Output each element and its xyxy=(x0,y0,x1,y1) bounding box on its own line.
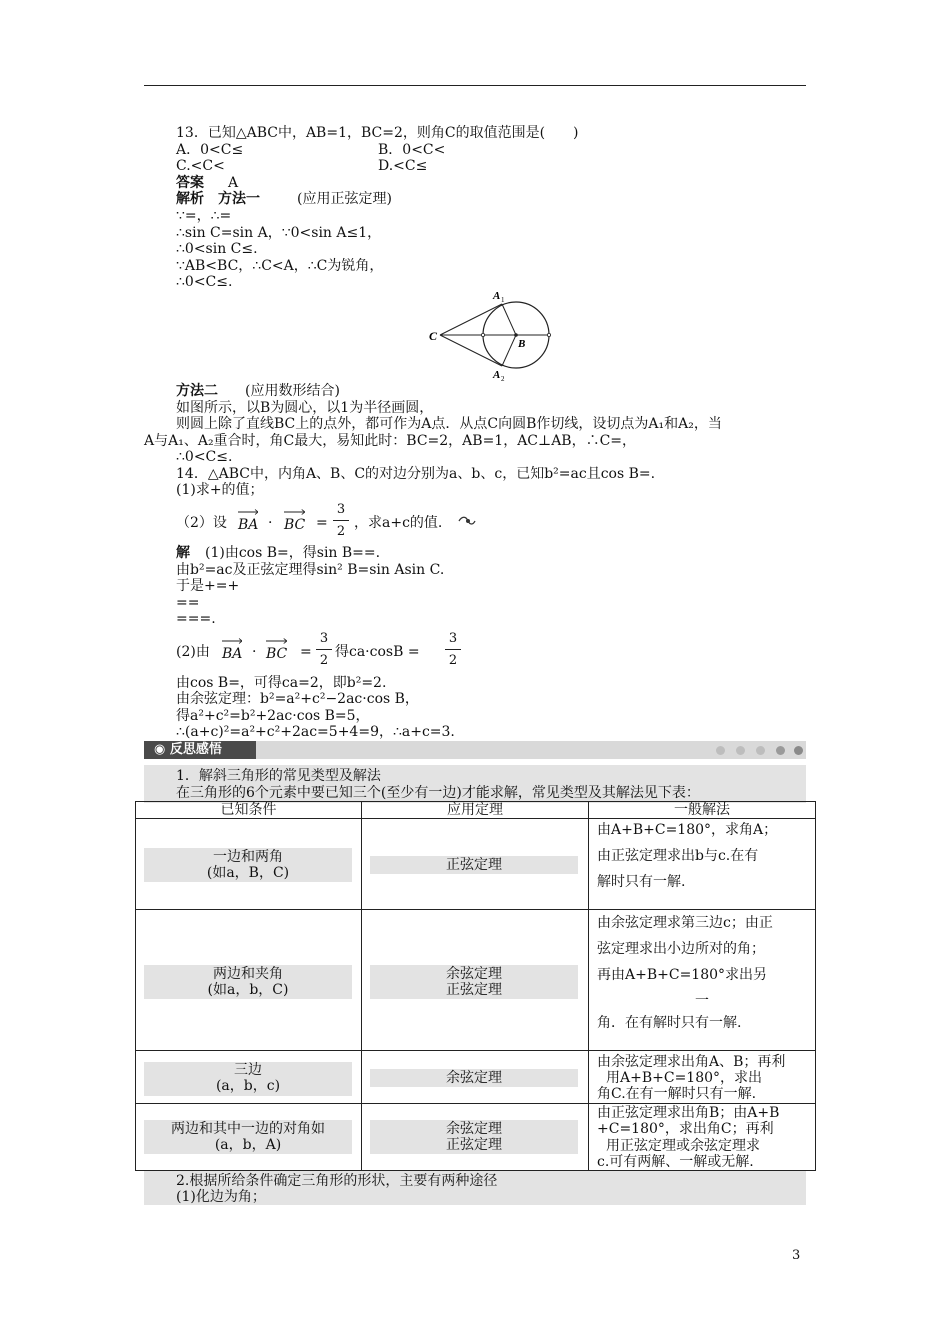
vector-bc-label: BC xyxy=(284,517,306,533)
equals-sign: = xyxy=(300,644,312,660)
solution-line: == xyxy=(176,595,200,611)
vector-bc-label: BC xyxy=(266,646,288,662)
decor-dot-icon xyxy=(776,746,785,755)
vector-bc xyxy=(284,517,305,533)
fraction-bar xyxy=(445,649,461,650)
method-line: 解时只有一解. xyxy=(597,874,686,890)
q13-option-a: A．0<C≤ xyxy=(176,142,244,158)
method2-label: 方法二 xyxy=(176,383,218,399)
fraction-numerator: 3 xyxy=(336,502,346,517)
point-right xyxy=(547,333,550,336)
table-border xyxy=(135,1050,816,1051)
condition-text: 两边和夹角 xyxy=(213,966,283,982)
vector-ba xyxy=(222,646,242,662)
condition-text: 两边和其中一边的对角如 xyxy=(171,1121,325,1137)
tangent-a1 xyxy=(440,304,502,335)
solution-line: 于是+=+ xyxy=(176,578,240,594)
vector-ba-label: BA xyxy=(222,646,243,662)
decor-dot-icon xyxy=(756,746,765,755)
condition-example: (a，b，A) xyxy=(214,1137,282,1153)
method1-line: ∴0<C≤. xyxy=(176,274,233,290)
fraction-numerator: 3 xyxy=(319,631,329,646)
q13-option-d: D.<C≤ xyxy=(378,158,428,174)
method1-line: ∵AB<BC，∴C<A，∴C为锐角， xyxy=(176,258,384,274)
theorem-text: 余弦定理 xyxy=(446,966,502,982)
method-line: 由A+B+C=180°，求角A； xyxy=(597,822,778,838)
vector-bc xyxy=(266,646,287,662)
solution-line: (1)由cos B=，得sin B==. xyxy=(205,545,381,561)
label-a2-sub: 2 xyxy=(501,375,505,383)
method1-line: ∵=，∴= xyxy=(176,208,232,224)
method-line: 用A+B+C=180°，求出 xyxy=(606,1070,763,1086)
vector-arrow-icon xyxy=(238,509,258,515)
section-banner xyxy=(144,741,806,759)
answer-label: 答案 xyxy=(176,175,204,191)
fraction-denominator: 2 xyxy=(319,653,329,668)
q13-stem: 13．已知△ABC中，AB=1，BC=2，则角C的取值范围是( ) xyxy=(176,125,579,141)
vector-ba xyxy=(238,517,258,533)
vector-arrow-icon xyxy=(266,638,287,644)
vector-arrow-icon xyxy=(284,509,305,515)
reflect-sub-1: (1)化边为角； xyxy=(176,1189,266,1205)
method-line: 由正弦定理求出角B；由A+B xyxy=(597,1105,780,1121)
method1-line: ∴sin C=sin A，∵0<sin A≤1， xyxy=(176,225,382,241)
theorem-text: 余弦定理 xyxy=(446,1070,502,1086)
q14-part2-suffix: ，求a+c的值. xyxy=(354,515,443,531)
table-border xyxy=(588,801,589,1171)
method-line: 角C.在有一解时只有一解. xyxy=(597,1086,757,1102)
header-rule xyxy=(144,85,806,86)
solution-line: ===. xyxy=(176,611,216,627)
solution2-line: 由cos B=，可得ca=2，即b²=2. xyxy=(176,675,387,691)
method-line: 弦定理求出小边所对的角； xyxy=(597,941,765,957)
q14-part2-prefix: （2）设 xyxy=(176,515,227,531)
label-a1: A xyxy=(493,290,501,302)
condition-example: (如a，b，C) xyxy=(207,982,289,998)
method2-desc: (应用数形结合) xyxy=(245,383,340,399)
fraction-denominator: 2 xyxy=(336,524,346,539)
solution2-line: 由余弦定理：b²=a²+c²−2ac·cos B， xyxy=(176,691,419,707)
radius-a2 xyxy=(502,335,516,366)
method-line: 再由A+B+C=180°求出另 xyxy=(597,967,768,983)
method-line: 由正弦定理求出b与c.在有 xyxy=(597,848,759,864)
reflect-heading-1: 1．解斜三角形的常见类型及解法 xyxy=(176,768,381,784)
reflect-intro: 在三角形的6个元素中要已知三个(至少有一边)才能求解，常见类型及其解法见下表： xyxy=(176,785,700,801)
method-line: 用正弦定理或余弦定理求 xyxy=(606,1138,760,1154)
table-header: 已知条件 xyxy=(220,802,277,818)
table-border xyxy=(815,801,816,1171)
method-line: 由余弦定理求出角A、B；再利 xyxy=(597,1054,786,1070)
q14-stem: 14．△ABC中，内角A、B、C的对边分别为a、b、c，已知b²=ac且cos B=. xyxy=(176,466,656,482)
tangent-circle-figure xyxy=(425,285,565,385)
page-number: 3 xyxy=(792,1248,801,1263)
solution2-line: ∴(a+c)²=a²+c²+2ac=5+4=9，∴a+c=3. xyxy=(176,724,455,740)
reflect-heading-2: 2.根据所给条件确定三角形的形状，主要有两种途径 xyxy=(176,1173,498,1189)
condition-text: 一边和两角 xyxy=(213,849,283,865)
method-line: c.可有两解、一解或无解. xyxy=(597,1154,754,1170)
fraction-denominator: 2 xyxy=(448,653,458,668)
solution-line: 由b²=ac及正弦定理得sin² B=sin Asin C. xyxy=(176,562,445,578)
tangent-a2 xyxy=(440,335,502,366)
vector-arrow-icon xyxy=(222,638,242,644)
label-a1-sub: 1 xyxy=(501,296,505,304)
q13-option-c: C.<C< xyxy=(176,158,225,174)
fraction-numerator: 3 xyxy=(448,631,458,646)
method-line: 角．在有解时只有一解. xyxy=(597,1015,742,1031)
banner-tab xyxy=(144,741,256,759)
method1-desc: (应用正弦定理) xyxy=(297,191,392,207)
method-line: 一 xyxy=(695,993,709,1009)
method-line: 由余弦定理求第三边c；由正 xyxy=(597,915,773,931)
condition-example: (如a，B，C) xyxy=(206,865,290,881)
condition-example: (a，b，c) xyxy=(215,1078,281,1094)
vector-ba-label: BA xyxy=(238,517,259,533)
editor-mark-icon xyxy=(458,515,476,527)
label-a2: A xyxy=(493,369,501,381)
point-left xyxy=(481,333,484,336)
decor-dot-icon xyxy=(794,746,803,755)
decor-dot-icon xyxy=(736,746,745,755)
solution2-prefix: (2)由 xyxy=(176,644,210,660)
condition-text: 三边 xyxy=(234,1062,262,1078)
table-header: 应用定理 xyxy=(447,802,503,818)
method2-line: 如图所示，以B为圆心，以1为半径画圆， xyxy=(176,400,434,416)
solution2-mid: 得ca·cosB = xyxy=(335,644,420,660)
table-border xyxy=(135,801,136,1171)
analysis-label: 解析 方法一 xyxy=(176,191,260,207)
label-c: C xyxy=(429,329,438,343)
table-header: 一般解法 xyxy=(674,802,730,818)
q14-part1: (1)求+的值； xyxy=(176,482,264,498)
method-line: +C=180°，求出角C；再利 xyxy=(597,1121,774,1137)
table-border xyxy=(135,909,816,910)
q13-option-b: B．0<C< xyxy=(378,142,446,158)
method2-line: A与A₁、A₂重合时，角C最大，易知此时：BC=2，AB=1，AC⊥AB，∴C=， xyxy=(144,433,637,449)
banner-title: ◉ 反思感悟 xyxy=(154,742,222,757)
method1-line: ∴0<sin C≤. xyxy=(176,241,258,257)
label-b: B xyxy=(518,338,526,350)
theorem-text: 余弦定理 xyxy=(446,1121,502,1137)
answer-value: A xyxy=(228,175,239,191)
theorem-text: 正弦定理 xyxy=(446,857,502,873)
solution2-line: 得a²+c²=b²+2ac·cos B=5， xyxy=(176,708,370,724)
table-border xyxy=(361,801,362,1171)
theorem-text: 正弦定理 xyxy=(446,982,502,998)
fraction-bar xyxy=(333,520,349,521)
table-border xyxy=(135,1103,816,1104)
solution-label: 解 xyxy=(176,545,190,561)
fraction-bar xyxy=(316,649,332,650)
method2-line: 则圆上除了直线BC上的点外，都可作为A点．从点C向圆B作切线，设切点为A₁和A₂，当 xyxy=(176,416,722,432)
center-b xyxy=(514,333,518,337)
equals-sign: = xyxy=(316,515,328,531)
method2-line: ∴0<C≤. xyxy=(176,449,233,465)
radius-a1 xyxy=(502,304,516,335)
theorem-text: 正弦定理 xyxy=(446,1137,502,1153)
decor-dot-icon xyxy=(716,746,725,755)
